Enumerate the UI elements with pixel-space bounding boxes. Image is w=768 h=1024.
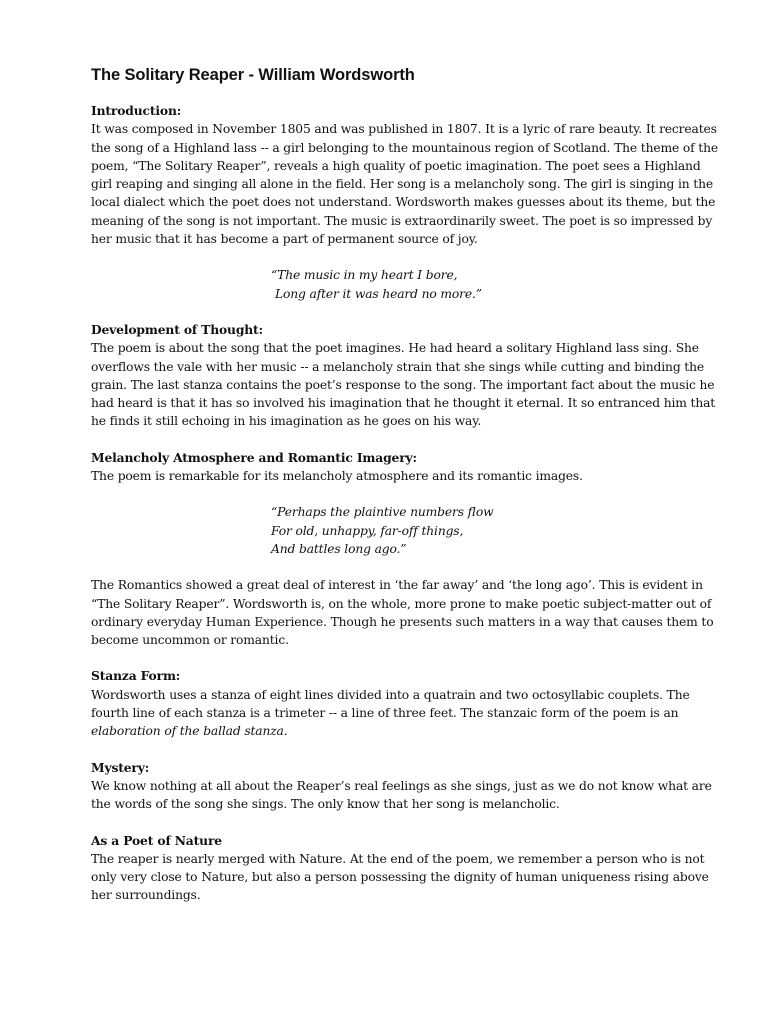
paragraph-text: Wordsworth uses a stanza of eight lines divided into a quatrain and two octosyllabic couplets. The fourth line of each stanza is a trimeter -- a line of three feet. The stanzaic form of the poem is an	[91, 687, 690, 721]
document-body	[91, 64, 721, 905]
quote-line: “The music in my heart I bore,	[271, 268, 458, 283]
italic-phrase: elaboration of the ballad stanza	[91, 724, 284, 739]
section-paragraph: The poem is about the song that the poet imagines. He had heard a solitary Highland lass sing. She overflows the vale with her music -- a melancholy strain that she sings while cutting and binding the grain. The last stanza contains the poet’s response to the song. The important fact about the music he had heard is that it has so involved his imagination that he thought it eternal. It so entranced him that he finds it still echoing in his imagination as he goes on his way.	[91, 341, 716, 429]
spacer	[91, 248, 721, 266]
quote-line: For old, unhappy, far-off things,	[271, 523, 464, 538]
section-paragraph: The Romantics showed a great deal of interest in ‘the far away’ and ‘the long ago’. This is evident in “The Solitary Reaper”. Wordsworth is, on the whole, more prone to make poetic subject-matter out of ordinary everyday Human Experience. Though he presents such matters in a way that causes them to become uncommon or romantic.	[91, 578, 714, 648]
paragraph-end: .	[283, 724, 288, 739]
spacer	[91, 303, 721, 321]
section-heading: Development of Thought:	[91, 321, 263, 337]
section-mystery	[91, 759, 721, 814]
poem-quote	[271, 266, 721, 303]
section-introduction	[91, 102, 721, 248]
poem-quote	[271, 503, 721, 558]
spacer	[91, 814, 721, 832]
section-heading: Mystery:	[91, 759, 150, 775]
spacer	[91, 649, 721, 667]
spacer	[91, 558, 721, 576]
document-title: The Solitary Reaper - William Wordsworth	[91, 66, 415, 84]
quote-line: Long after it was heard no more.”	[275, 286, 482, 301]
section-paragraph: It was composed in November 1805 and was published in 1807. It is a lyric of rare beauty. It recreates the song of a Highland lass -- a girl belonging to the mountainous region of Scotland. The theme of the poem, “The Solitary Reaper”, reveals a high quality of poetic imagination. The poet sees a Highland girl reaping and singing all alone in the field. Her song is a melancholy song. The girl is singing in the local dialect which the poet does not understand. Wordsworth makes guesses about its theme, but the meaning of the song is not important. The music is extraordinarily sweet. The poet is so impressed by her music that it has become a part of permanent source of joy.	[91, 122, 718, 247]
section-heading: As a Poet of Nature	[91, 832, 222, 848]
section-stanza-form	[91, 667, 721, 740]
section-development	[91, 321, 721, 431]
section-paragraph: The poem is remarkable for its melancholy atmosphere and its romantic images.	[91, 469, 583, 484]
spacer	[91, 485, 721, 503]
section-heading: Introduction:	[91, 103, 182, 118]
spacer	[91, 431, 721, 449]
section-heading: Stanza Form:	[91, 668, 181, 684]
section-poet-of-nature	[91, 832, 721, 905]
section-paragraph: We know nothing at all about the Reaper’s real feelings as she sings, just as we do not know what are the words of the song she sings. The only know that her song is melancholic.	[91, 778, 712, 812]
section-paragraph: The reaper is nearly merged with Nature. At the end of the poem, we remember a person who is not only very close to Nature, but also a person possessing the dignity of human uniqueness rising above her surroundings.	[91, 851, 709, 903]
spacer	[91, 741, 721, 759]
quote-line: And battles long ago.”	[271, 541, 407, 556]
section-paragraph	[91, 686, 721, 741]
section-heading: Melancholy Atmosphere and Romantic Imagery:	[91, 449, 417, 465]
section-melancholy	[91, 449, 721, 486]
section-romantics	[91, 576, 721, 649]
quote-line: “Perhaps the plaintive numbers flow	[271, 505, 494, 520]
